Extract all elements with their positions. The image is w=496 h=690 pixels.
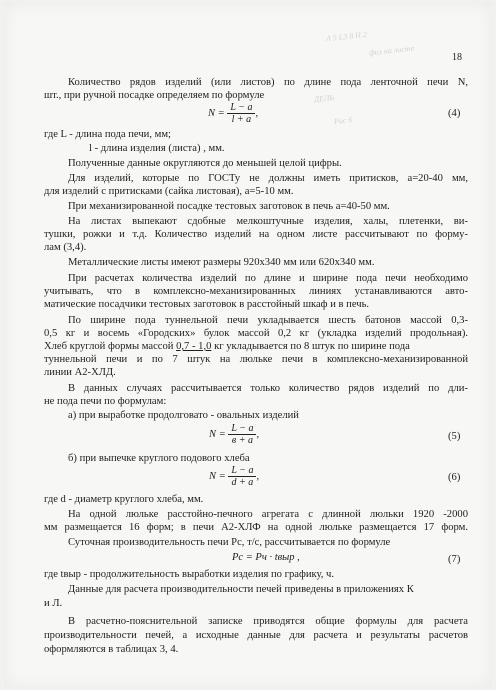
equation-number-4: (4): [448, 108, 461, 119]
text-line: мм размещается 16 форм; в печи А2-ХЛФ на одной люльке размещается 17 форм.: [44, 522, 468, 533]
text-line: производительности печей, а исходные данные для расчета и результаты расчетов: [44, 630, 468, 641]
text-line: для изделий с притисками (сайка листовая), а=5-10 мм.: [44, 186, 294, 197]
text-line: лам (3,4).: [44, 242, 87, 253]
text-line: где tвыр - продолжительность выработки изделия по графику, ч.: [44, 569, 335, 580]
text-line: При расчетах количества изделий по длине и ширине пода печи необходимо: [68, 273, 468, 284]
faint-mark-1: ДЕЛЬ: [313, 92, 335, 105]
text-line: l - длина изделия (листа) , мм.: [89, 143, 225, 154]
page-number: 18: [452, 52, 462, 63]
text-line: туннельной печи и по 7 штук на люльке печи в комплексно-механизированной: [44, 354, 468, 365]
margin-handwriting-top: A 5 L3 8 H 2: [325, 29, 368, 44]
text-line: учитывать, что в комплексно-механизированных линиях устанавливаются авто-: [44, 286, 468, 297]
text-line: Полученные данные округляются до меньшей целой цифры.: [68, 158, 342, 169]
text-line: оформляются в таблицах 3, 4.: [44, 644, 179, 655]
text-line: и Л.: [44, 598, 63, 609]
text-line: В данных случаях рассчитывается только количество рядов изделий по дли-: [68, 383, 468, 394]
equation-number-6: (6): [448, 472, 461, 483]
text-line: Количество рядов изделий (или листов) по длине пода ленточной печи N,: [68, 77, 468, 88]
text-line: где L - длина пода печи, мм;: [44, 129, 171, 140]
text-line: не пода печи по формулам:: [44, 396, 167, 407]
faint-mark-2: Рис 6: [333, 115, 353, 126]
equation-number-7: (7): [448, 554, 461, 565]
document-page: [4, 2, 492, 688]
text-line: Для изделий, которые по ГОСТу не должны иметь притисков, а=20-40 мм,: [68, 173, 468, 184]
text-line: При механизированной посадке тестовых заготовок в печь а=40-50 мм.: [68, 201, 390, 212]
text-line: Металлические листы имеют размеры 920х340 мм или 620х340 мм.: [68, 257, 375, 268]
text-line: Хлеб круглой формы массой 0,7 - 1,0 кг укладывается по 8 штук по ширине пода: [44, 341, 410, 352]
equation-number-5: (5): [448, 431, 461, 442]
formula-6: N = $\frac{L - a}{d + a}$ ,: [209, 465, 260, 488]
formula-5: N = $\frac{L - a}{в + a}$ ,: [209, 423, 260, 446]
text-line: Данные для расчета производительности печей приведены в приложениях К: [68, 584, 414, 595]
text-line: где d - диаметр круглого хлеба, мм.: [44, 494, 204, 505]
text-line: Суточная производительность печи Рс, т/с, рассчитывается по формуле: [68, 537, 391, 548]
text-line: линии А2-ХЛД.: [44, 367, 116, 378]
text-line: б) при выпечке круглого подового хлеба: [68, 453, 250, 464]
text-line: По ширине пода туннельной печи укладывается шесть батонов массой 0,3-: [68, 315, 468, 326]
margin-handwriting-top2: физ на листе: [368, 43, 415, 58]
formula-7: Рс = Рч · tвыр ,: [232, 552, 300, 563]
text-line: матические посадчики тестовых заготовок в расстойный шкаф и в печь.: [44, 299, 370, 310]
text-line: шт., при ручной посадке определяем по формуле: [44, 90, 265, 101]
text-line: На одной люльке расстойно-печного агрегата с длинной люльки 1920 -2000: [68, 509, 468, 520]
text-line: На листах выпекают сдобные мелкоштучные изделия, халы, плетенки, ви-: [68, 216, 468, 227]
text-line: В расчетно-пояснительной записке приводятся общие формулы для расчета: [68, 616, 468, 627]
underlined-mass: 0,7 - 1,0: [176, 341, 212, 352]
text-line: тушки, рожки и т.д. Количество изделий на одном листе рассчитывают по форму-: [44, 229, 468, 240]
text-line: а) при выработке продолговато - овальных изделий: [68, 410, 299, 421]
formula-4: N = $\frac{L - a}{l + a}$ ,: [208, 102, 259, 125]
text-line: 0,5 кг и восемь «Городских» булок массой 0,2 кг (укладка изделий продольная).: [44, 328, 468, 339]
